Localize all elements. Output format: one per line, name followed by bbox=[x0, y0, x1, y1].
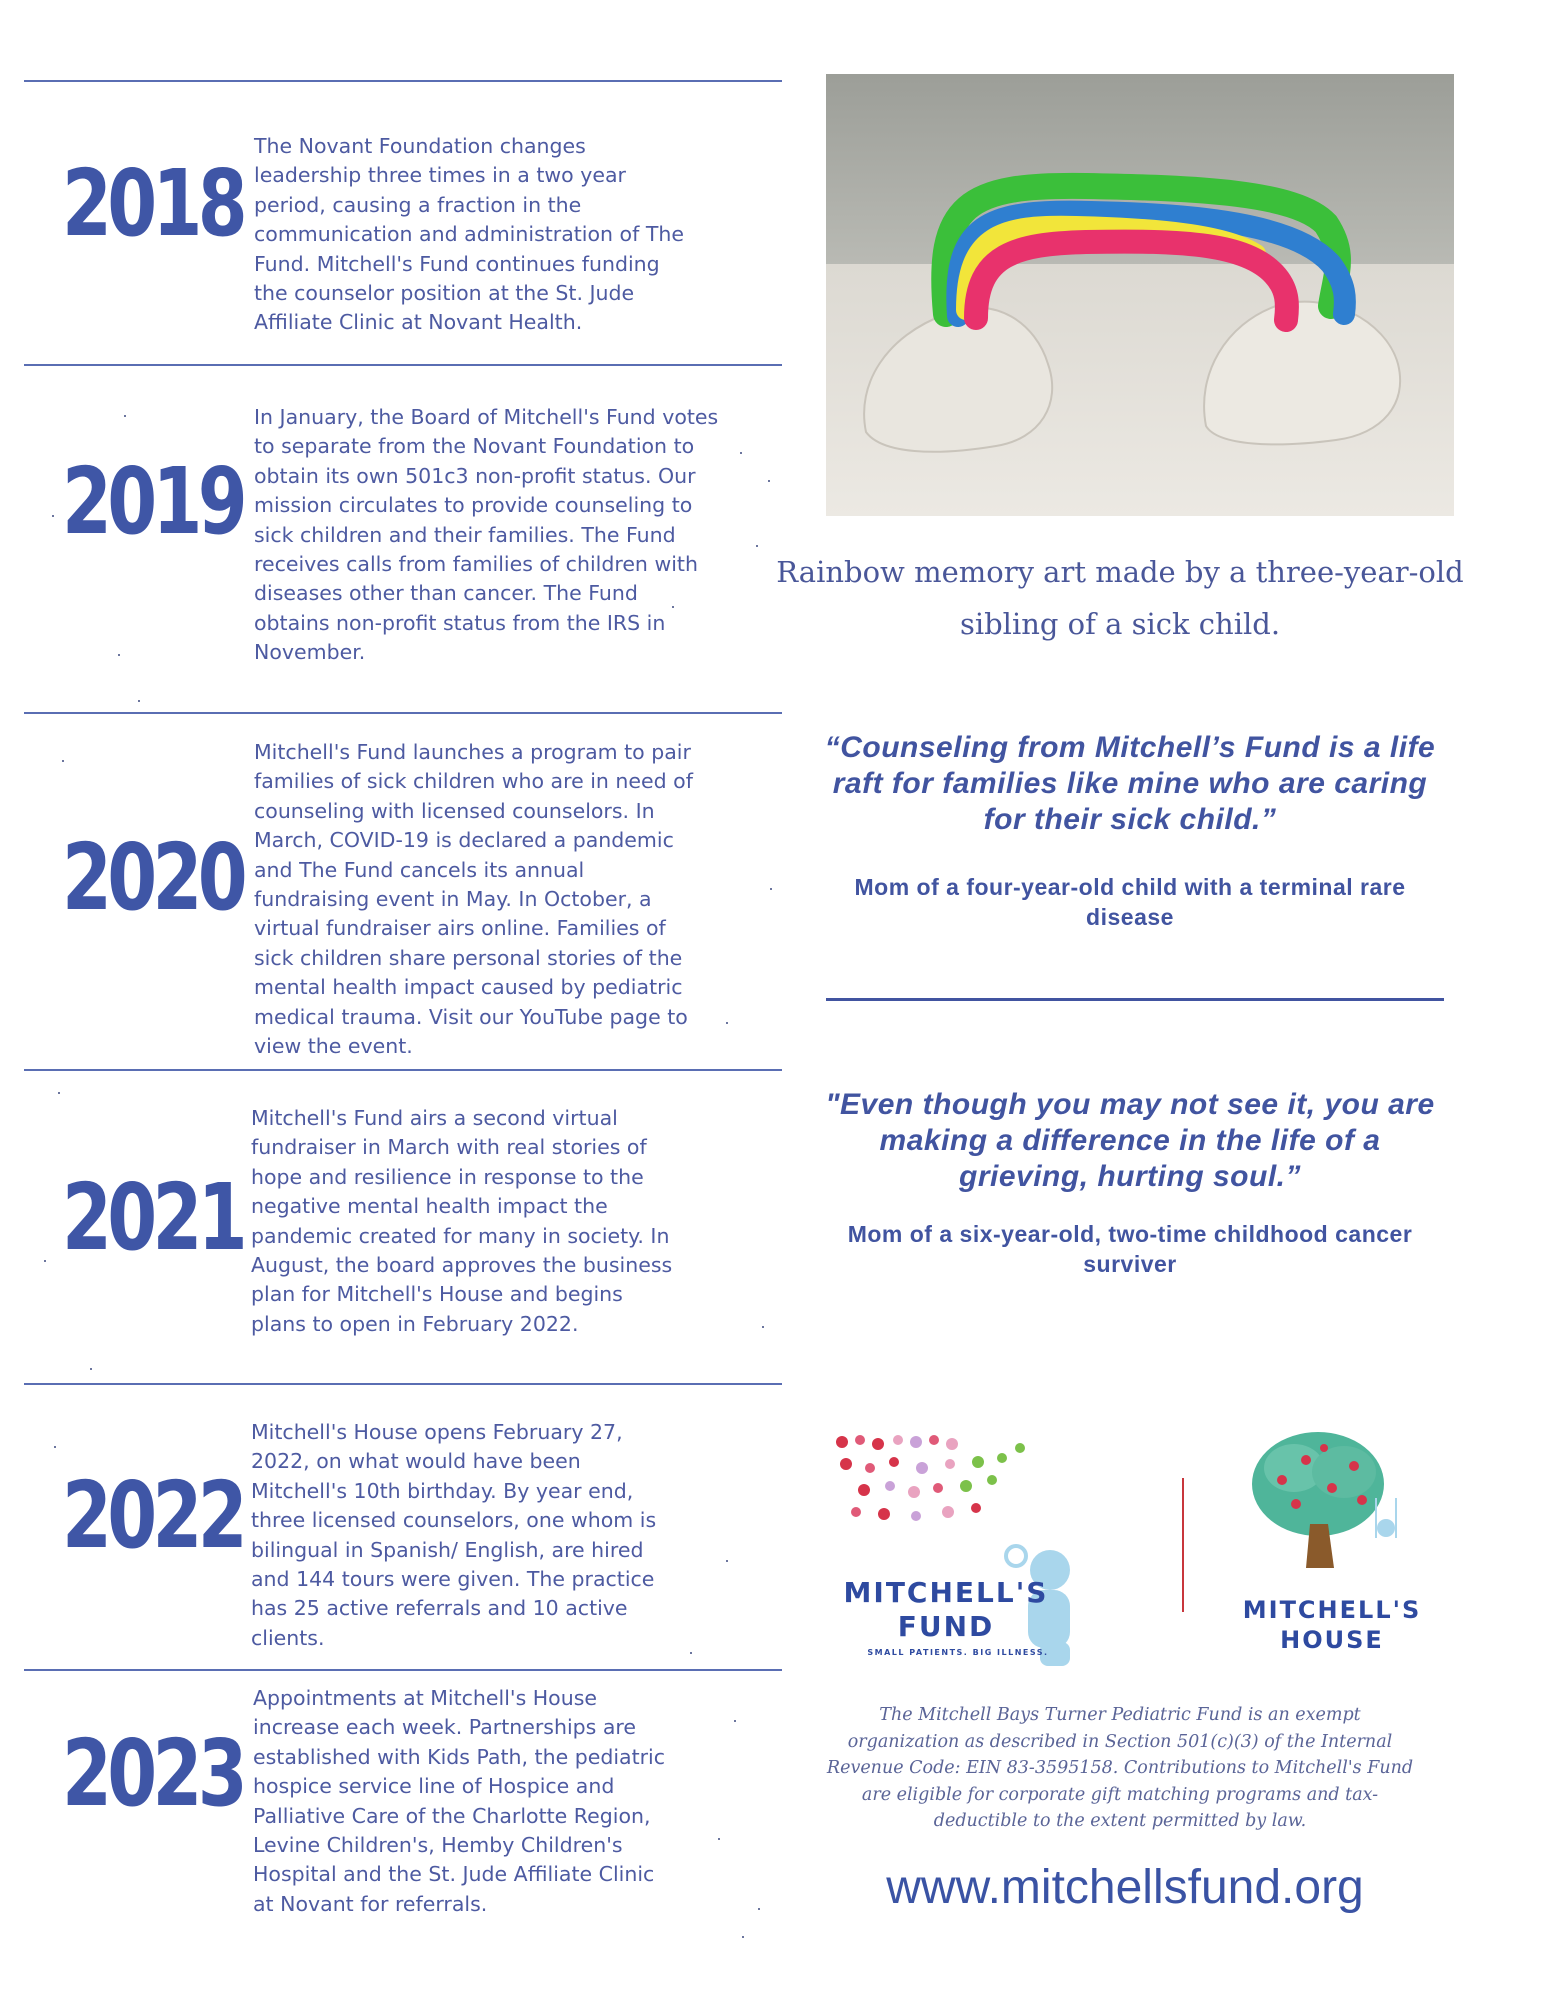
timeline-entry: Appointments at Mitchell's House increase each week. Partnerships are established with Kids Path, the pediatric hospice service line of Hospice and Palliative Care of the Charlotte Region, Levine Children's, Hemby Children's Hospital and the St. Jude Affiliate Clinic at Novant for referrals. bbox=[253, 1686, 666, 1916]
photo-caption: Rainbow memory art made by a three-year-old sibling of a sick child. bbox=[776, 555, 1464, 641]
testimonial-quote: “Counseling from Mitchell’s Fund is a life raft for families like mine who are caring for their sick child.” bbox=[824, 731, 1436, 836]
timeline-entry: Mitchell's Fund launches a program to pair families of sick children who are in need of counseling with licensed counselors. In March, COVID-19 is declared a pandemic and The Fund cancels its annual fundraising event in May. In October, a virtual fundraiser airs online. Families of sick children share personal stories of the mental health impact caused by pediatric medical trauma. Visit our YouTube page to view the event. bbox=[254, 740, 693, 1059]
website-link[interactable]: www.mitchellsfund.org bbox=[886, 1861, 1364, 1914]
fund-logo-line2: FUND bbox=[897, 1610, 995, 1643]
timeline-rule bbox=[24, 80, 782, 82]
timeline-year: 2021 bbox=[62, 1164, 244, 1271]
timeline-entry: Mitchell's House opens February 27, 2022, on what would have been Mitchell's 10th birthday. By year end, three licensed counselors, one whom is bilingual in Spanish/ English, are hired and 144 tours were given. The practice has 25 active referrals and 10 active clients. bbox=[251, 1420, 657, 1650]
testimonial-quote: "Even though you may not see it, you are making a difference in the life of a grieving, hurting soul.” bbox=[825, 1088, 1435, 1193]
timeline-year: 2020 bbox=[62, 824, 244, 931]
rainbow-art-photo bbox=[826, 74, 1454, 516]
legal-notice: The Mitchell Bays Turner Pediatric Fund is an exempt organization as described in Section 501(c)(3) of the Internal Revenue Code: EIN 83-3595158. Contributions to Mitchell's Fund are eligible for corporate gift matching programs and tax- deductible to the extent permitted by law. bbox=[826, 1705, 1414, 1831]
house-logo-line2: HOUSE bbox=[1280, 1626, 1384, 1654]
timeline-rule bbox=[24, 1669, 782, 1671]
fund-logo-line1: MITCHELL'S bbox=[843, 1576, 1049, 1609]
timeline-year: 2022 bbox=[62, 1462, 244, 1569]
timeline-year: 2018 bbox=[62, 150, 244, 257]
testimonial-attribution: Mom of a six-year-old, two-time childhood cancer surviver bbox=[847, 1221, 1413, 1277]
timeline-year: 2023 bbox=[62, 1720, 244, 1827]
tree-icon bbox=[1252, 1432, 1396, 1568]
fund-logo-tagline: SMALL PATIENTS. BIG ILLNESS. bbox=[867, 1648, 1049, 1657]
timeline-year: 2019 bbox=[62, 448, 244, 555]
timeline-entry: In January, the Board of Mitchell's Fund votes to separate from the Novant Foundation to obtain its own 501c3 non-profit status. Our mission circulates to provide counseling to sick children and their families. The Fund receives calls from families of children with diseases other than cancer. The Fund obtains non-profit status from the IRS in November. bbox=[254, 405, 719, 665]
section-divider bbox=[826, 998, 1444, 1001]
logo-divider bbox=[1182, 1478, 1184, 1612]
timeline-rule bbox=[24, 1383, 782, 1385]
timeline-rule bbox=[24, 712, 782, 714]
timeline-entry: The Novant Foundation changes leadership three times in a two year period, causing a fraction in the communication and administration of The Fund. Mitchell's Fund continues funding the counselor position at the St. Jude Affiliate Clinic at Novant Health. bbox=[254, 134, 684, 335]
logos bbox=[826, 1428, 1466, 1668]
timeline-rule bbox=[24, 364, 782, 366]
testimonial-attribution: Mom of a four-year-old child with a terminal rare disease bbox=[854, 874, 1406, 930]
confetti-dots-icon bbox=[836, 1435, 1025, 1521]
timeline-rule bbox=[24, 1069, 782, 1071]
timeline-entry: Mitchell's Fund airs a second virtual fundraiser in March with real stories of hope and resilience in response to the negative mental health impact the pandemic created for many in society. In August, the board approves the business plan for Mitchell's House and begins plans to open in February 2022. bbox=[251, 1106, 673, 1336]
house-logo-line1: MITCHELL'S bbox=[1242, 1596, 1422, 1624]
